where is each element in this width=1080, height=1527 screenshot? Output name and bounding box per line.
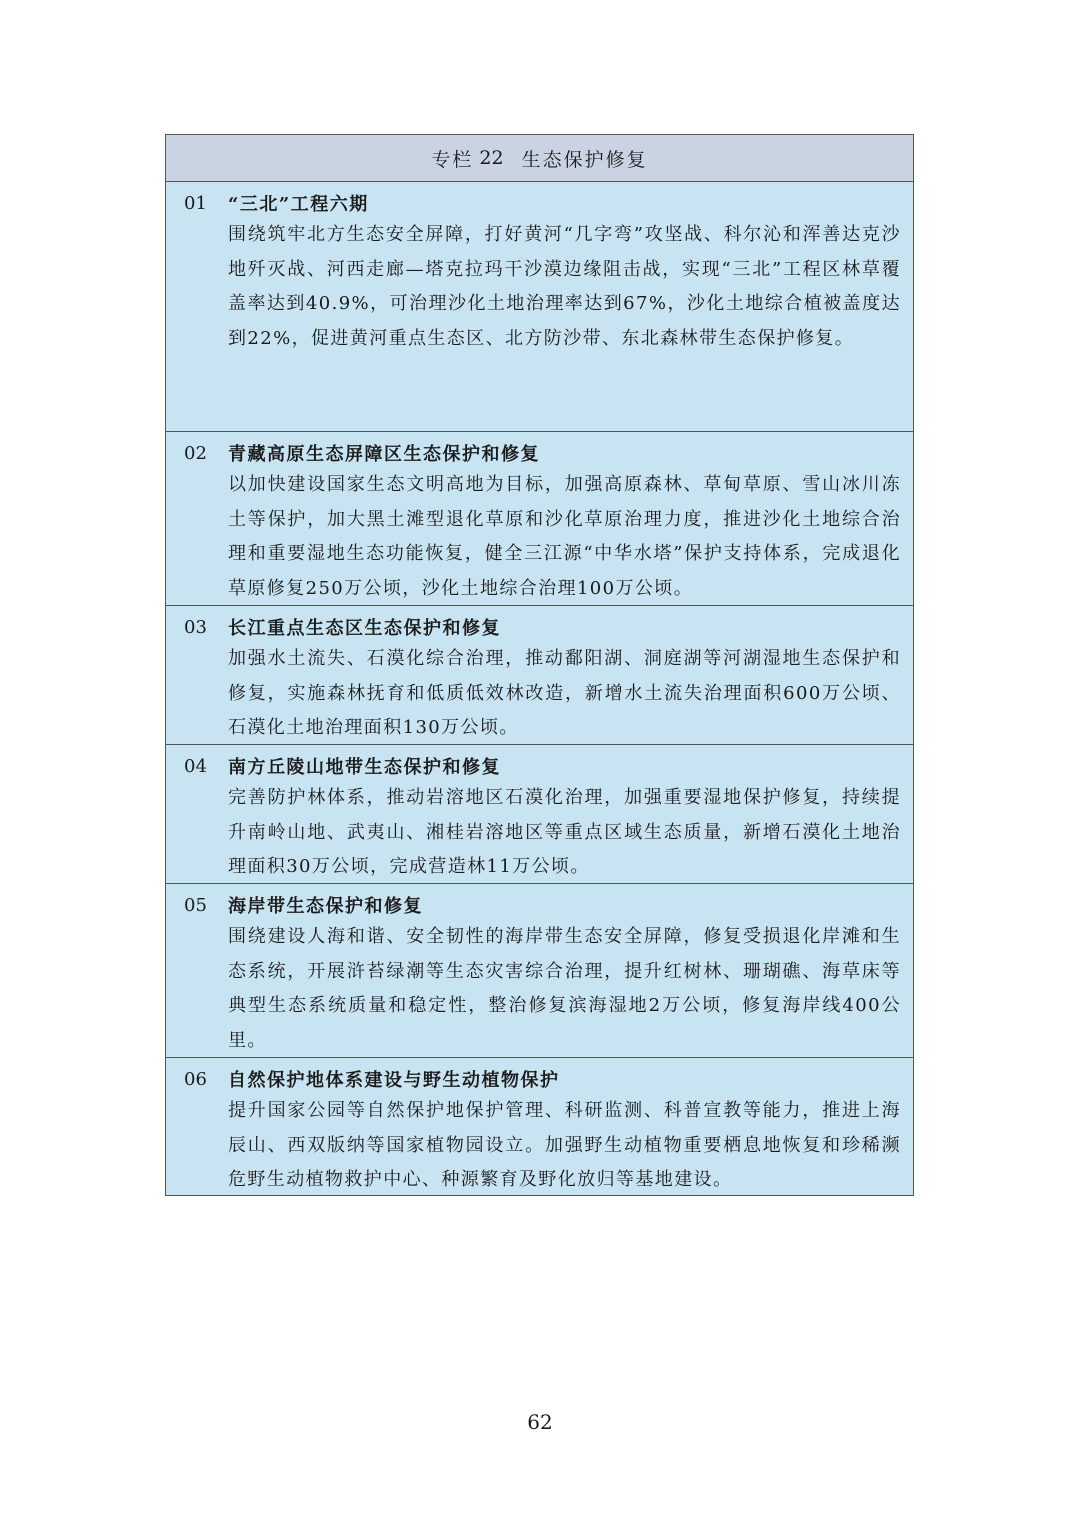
section-body: 提升国家公园等自然保护地保护管理、科研监测、科普宣教等能力，推进上海辰山、西双版纳等国家植物园设立。加强野生动植物重要栖息地恢复和珍稀濒危野生动植物救护中心、种源繁育及野化放归等基地建设。 [228,1100,901,1190]
section-03 [166,606,913,745]
page-number: 62 [527,1410,553,1434]
section-heading [184,612,901,642]
section-heading [184,188,901,218]
section-01 [166,182,913,432]
section-number: 03 [184,616,207,638]
section-title: 自然保护地体系建设与野生动植物保护 [228,1070,560,1091]
panel-title-text: 生态保护修复 [521,148,648,171]
section-heading [184,751,901,781]
section-05 [166,884,913,1058]
panel-title-number: 22 [479,147,504,169]
section-body: 加强水土流失、石漠化综合治理，推动鄱阳湖、洞庭湖等河湖湿地生态保护和修复，实施森林抚育和低质低效林改造，新增水土流失治理面积600万公顷、石漠化土地治理面积130万公顷。 [228,648,901,738]
panel-title-prefix: 专栏 [431,148,474,171]
section-number: 01 [184,192,207,214]
section-number: 05 [184,894,207,916]
column-panel [165,134,914,1196]
section-06 [166,1058,913,1195]
section-title: 青藏高原生态屏障区生态保护和修复 [228,444,540,465]
section-title: 南方丘陵山地带生态保护和修复 [228,757,501,778]
section-title: 海岸带生态保护和修复 [228,896,423,917]
section-heading [184,1064,901,1094]
section-heading [184,438,901,468]
section-heading [184,890,901,920]
section-body: 以加快建设国家生态文明高地为目标，加强高原森林、草甸草原、雪山冰川冻土等保护，加大黑土滩型退化草原和沙化草原治理力度，推进沙化土地综合治理和重要湿地生态功能恢复，健全三江源“中华水塔”保护支持体系，完成退化草原修复250万公顷，沙化土地综合治理100万公顷。 [228,474,901,599]
section-number: 06 [184,1068,207,1090]
panel-header [166,135,913,182]
section-title: 长江重点生态区生态保护和修复 [228,618,501,639]
section-number: 02 [184,442,207,464]
section-body: 围绕筑牢北方生态安全屏障，打好黄河“几字弯”攻坚战、科尔沁和浑善达克沙地歼灭战、河西走廊—塔克拉玛干沙漠边缘阻击战，实现“三北”工程区林草覆盖率达到40.9%，可治理沙化土地治理率达到67%，沙化土地综合植被盖度达到22%，促进黄河重点生态区、北方防沙带、东北森林带生态保护修复。 [228,224,901,349]
section-number: 04 [184,755,207,777]
section-body: 围绕建设人海和谐、安全韧性的海岸带生态安全屏障，修复受损退化岸滩和生态系统，开展浒苔绿潮等生态灾害综合治理，提升红树林、珊瑚礁、海草床等典型生态系统质量和稳定性，整治修复滨海湿地2万公顷，修复海岸线400公里。 [228,926,901,1051]
section-body: 完善防护林体系，推动岩溶地区石漠化治理，加强重要湿地保护修复，持续提升南岭山地、武夷山、湘桂岩溶地区等重点区域生态质量，新增石漠化土地治理面积30万公顷，完成营造林11万公顷。 [228,787,901,877]
section-title: “三北”工程六期 [228,194,369,215]
section-02 [166,432,913,606]
section-04 [166,745,913,884]
